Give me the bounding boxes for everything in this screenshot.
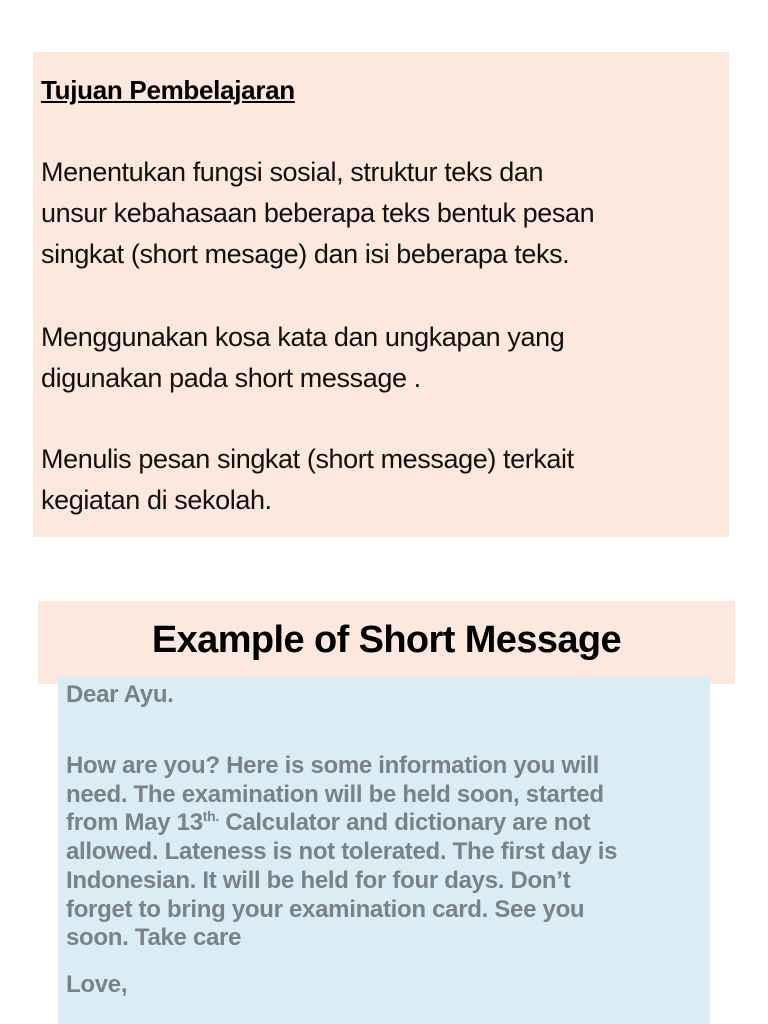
objective-line: Menulis pesan singkat (short message) terkait xyxy=(41,444,574,474)
message-closing: Love, xyxy=(66,971,128,998)
objective-item xyxy=(41,439,721,521)
message-line: soon. Take care xyxy=(66,924,242,952)
objective-line: singkat (short mesage) dan isi beberapa teks. xyxy=(41,239,570,269)
objective-line: Menentukan fungsi sosial, struktur teks dan xyxy=(41,157,544,187)
objectives-heading: Tujuan Pembelajaran xyxy=(41,75,295,105)
objective-item xyxy=(41,152,721,275)
objective-line: Menggunakan kosa kata dan ungkapan yang xyxy=(41,322,565,352)
message-line: need. The examination will be held soon, started xyxy=(66,780,604,808)
objective-item xyxy=(41,317,721,399)
objective-line: kegiatan di sekolah. xyxy=(41,485,272,515)
short-message-box xyxy=(58,677,710,1024)
message-line: allowed. Lateness is not tolerated. The first day is xyxy=(66,838,618,866)
learning-objectives-box xyxy=(33,52,729,537)
objective-line: unsur kebahasaan beberapa teks bentuk pesan xyxy=(41,198,595,228)
slide-title: Example of Short Message xyxy=(151,619,622,661)
example-title-box xyxy=(38,601,735,684)
message-text: from May 13 xyxy=(66,809,203,837)
message-line: Indonesian. It will be held for four days. Don’t xyxy=(66,866,571,894)
ordinal-suffix: th. xyxy=(202,808,219,825)
objective-line: digunakan pada short message . xyxy=(41,363,421,393)
message-greeting: Dear Ayu. xyxy=(66,681,174,708)
message-body xyxy=(66,752,706,953)
message-line: How are you? Here is some information you will xyxy=(66,752,599,779)
message-text: Calculator and dictionary are not xyxy=(218,809,591,837)
message-line xyxy=(66,809,706,838)
message-line: forget to bring your examination card. See you xyxy=(66,895,585,923)
